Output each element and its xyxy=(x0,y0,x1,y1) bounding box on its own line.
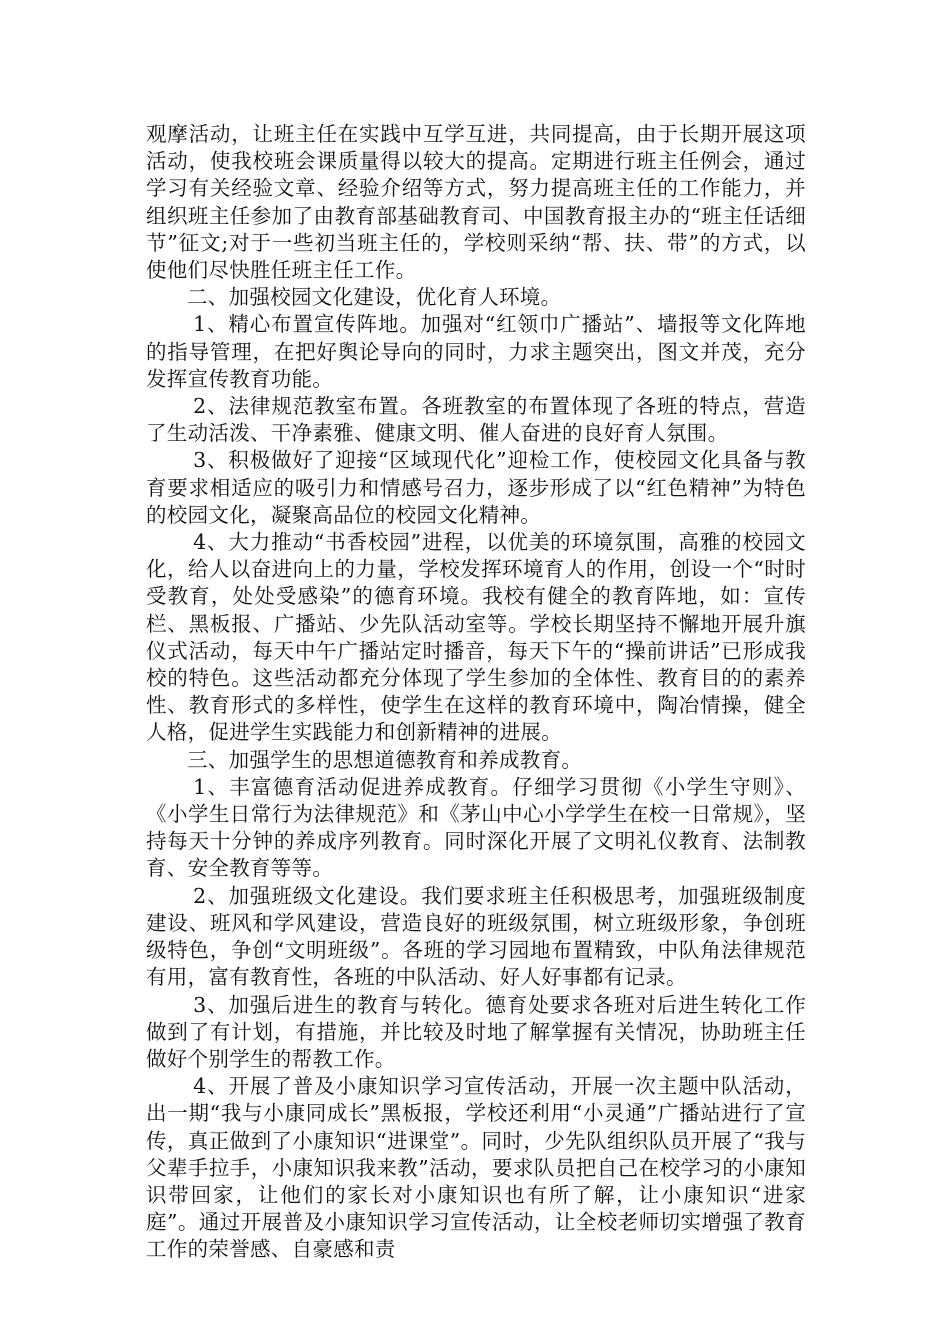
section-heading-2: 二、加强校园文化建设，优化育人环境。 xyxy=(187,285,562,310)
document-page xyxy=(146,121,806,1264)
paragraph-3-2: 2、加强班级文化建设。我们要求班主任积极思考，加强班级制度建设、班风和学风建设，营造良好的班级氛围，树立班级形象，争创班级特色，争创“文明班级”。各班的学习园地布置精致，中队角法律规范有用，富有教育性，各班的中队活动、好人好事都有记录。 xyxy=(146,883,806,990)
paragraph-3-4: 4、开展了普及小康知识学习宣传活动，开展一次主题中队活动，出一期“我与小康同成长”黑板报，学校还利用“小灵通”广播站进行了宣传，真正做到了小康知识“进课堂”。同时，少先队组织队员开展了“我与父辈手拉手，小康知识我来教”活动，要求队员把自己在校学习的小康知识带回家，让他们的家长对小康知识也有所了解，让小康知识“进家庭”。通过开展普及小康知识学习宣传活动，让全校老师切实增强了教育工作的荣誉感、自豪感和责 xyxy=(146,1074,806,1262)
paragraph-2-1: 1、精心布置宣传阵地。加强对“红领巾广播站”、墙报等文化阵地的指导管理，在把好舆论导向的同时，力求主题突出，图文并茂，充分发挥宣传教育功能。 xyxy=(146,312,806,391)
paragraph-2-3: 3、积极做好了迎接“区域现代化”迎检工作，使校园文化具备与教育要求相适应的吸引力和情感号召力，逐步形成了以“红色精神”为特色的校园文化，凝聚高品位的校园文化精神。 xyxy=(146,448,806,527)
section-heading-3: 三、加强学生的思想道德教育和养成教育。 xyxy=(187,747,583,772)
paragraph-2-4: 4、大力推动“书香校园”进程，以优美的环境氛围，高雅的校园文化，给人以奋进向上的力量，学校发挥环境育人的作用，创设一个“时时受教育，处处受感染”的德育环境。我校有健全的教育阵地，如：宣传栏、黑板报、广播站、少先队活动室等。学校长期坚持不懈地开展升旗仪式活动，每天中午广播站定时播音，每天下午的“操前讲话”已形成我校的特色。这些活动都充分体现了学生参加的全体性、教育目的的素养性、教育形式的多样性，使学生在这样的教育环境中，陶冶情操，健全人格，促进学生实践能力和创新精神的进展。 xyxy=(146,530,806,745)
paragraph-3-1: 1、丰富德育活动促进养成教育。仔细学习贯彻《小学生守则》、《小学生日常行为法律规范》和《茅山中心小学学生在校一日常规》，坚持每天十分钟的养成序列教育。同时深化开展了文明礼仪教育、法制教育、安全教育等等。 xyxy=(146,774,806,881)
paragraph-3-3: 3、加强后进生的教育与转化。德育处要求各班对后进生转化工作做到了有计划，有措施，并比较及时地了解掌握有关情况，协助班主任做好个别学生的帮教工作。 xyxy=(146,992,806,1071)
paragraph-continuation: 观摩活动，让班主任在实践中互学互进，共同提高，由于长期开展这项活动，使我校班会课质量得以较大的提高。定期进行班主任例会，通过学习有关经验文章、经验介绍等方式，努力提高班主任的工作能力，并组织班主任参加了由教育部基础教育司、中国教育报主办的“班主任话细节”征文;对于一些初当班主任的，学校则采纳“帮、扶、带”的方式，以使他们尽快胜任班主任工作。 xyxy=(146,122,806,283)
paragraph-2-2: 2、法律规范教室布置。各班教室的布置体现了各班的特点，营造了生动活泼、干净素雅、健康文明、催人奋进的良好育人氛围。 xyxy=(146,394,806,446)
